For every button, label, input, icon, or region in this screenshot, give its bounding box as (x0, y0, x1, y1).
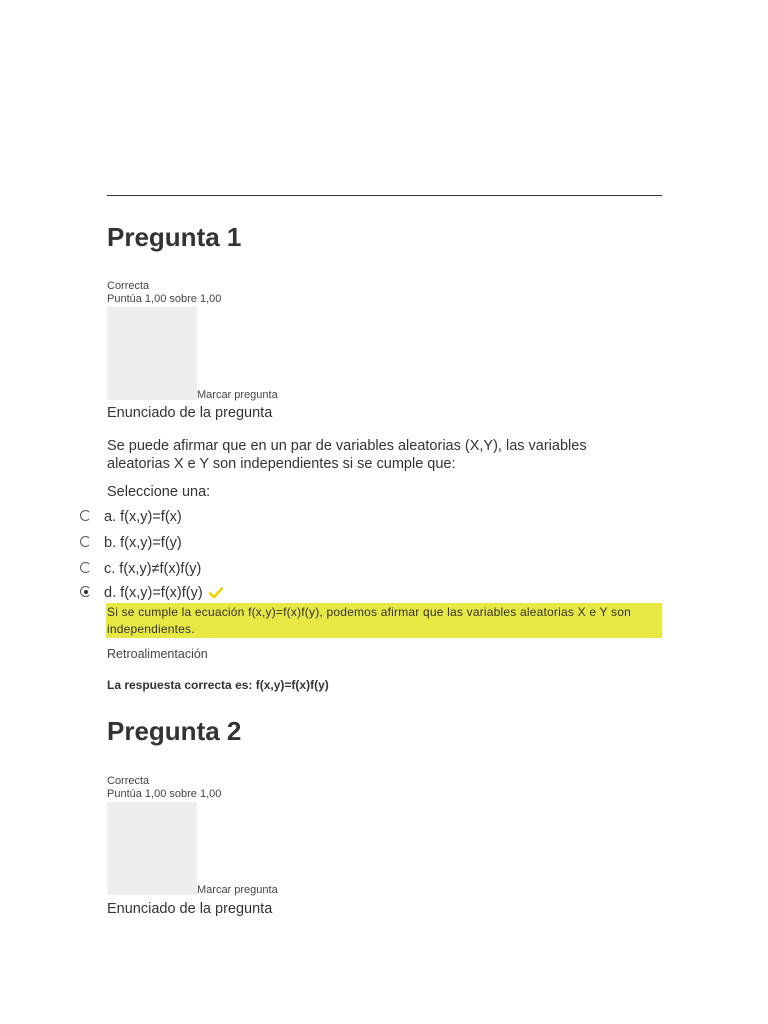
radio-icon[interactable] (80, 510, 91, 521)
option-c[interactable] (80, 560, 480, 580)
option-feedback: Si se cumple la ecuación f(x,y)=f(x)f(y), podemos afirmar que las variables aleatorias X e Y son independientes. (107, 605, 631, 636)
option-label: d. f(x,y)=f(x)f(y) (104, 585, 203, 601)
question-text: Se puede afirmar que en un par de variables aleatorias (X,Y), las variables aleatorias X e Y son independientes si se cumple que: (107, 438, 587, 472)
question-score: Puntúa 1,00 sobre 1,00 (107, 788, 222, 800)
option-a[interactable] (80, 508, 480, 528)
question-title: Pregunta 1 (107, 222, 242, 252)
flag-question-link[interactable]: Marcar pregunta (197, 389, 278, 401)
question-status: Correcta (107, 775, 150, 787)
statement-label: Enunciado de la pregunta (107, 901, 273, 917)
option-label: b. f(x,y)=f(y) (104, 535, 182, 551)
radio-icon[interactable] (80, 536, 91, 547)
correct-answer: La respuesta correcta es: f(x,y)=f(x)f(y) (107, 678, 329, 692)
option-b[interactable] (80, 534, 480, 554)
section-divider (107, 195, 662, 196)
radio-icon[interactable] (80, 562, 91, 573)
option-d[interactable] (80, 584, 480, 604)
feedback-label: Retroalimentación (107, 647, 208, 661)
check-icon (209, 587, 223, 599)
option-label-wrap (104, 584, 223, 602)
option-label: a. f(x,y)=f(x) (104, 509, 182, 525)
question-title: Pregunta 2 (107, 716, 242, 746)
radio-selected-icon[interactable] (80, 586, 91, 597)
flag-image-placeholder[interactable] (107, 802, 197, 895)
question-status: Correcta (107, 280, 150, 292)
flag-image-placeholder[interactable] (107, 307, 197, 400)
question-score: Puntúa 1,00 sobre 1,00 (107, 293, 222, 305)
select-prompt: Seleccione una: (107, 484, 211, 500)
statement-label: Enunciado de la pregunta (107, 405, 273, 421)
option-label: c. f(x,y)≠f(x)f(y) (104, 561, 202, 577)
flag-question-link[interactable]: Marcar pregunta (197, 884, 278, 896)
